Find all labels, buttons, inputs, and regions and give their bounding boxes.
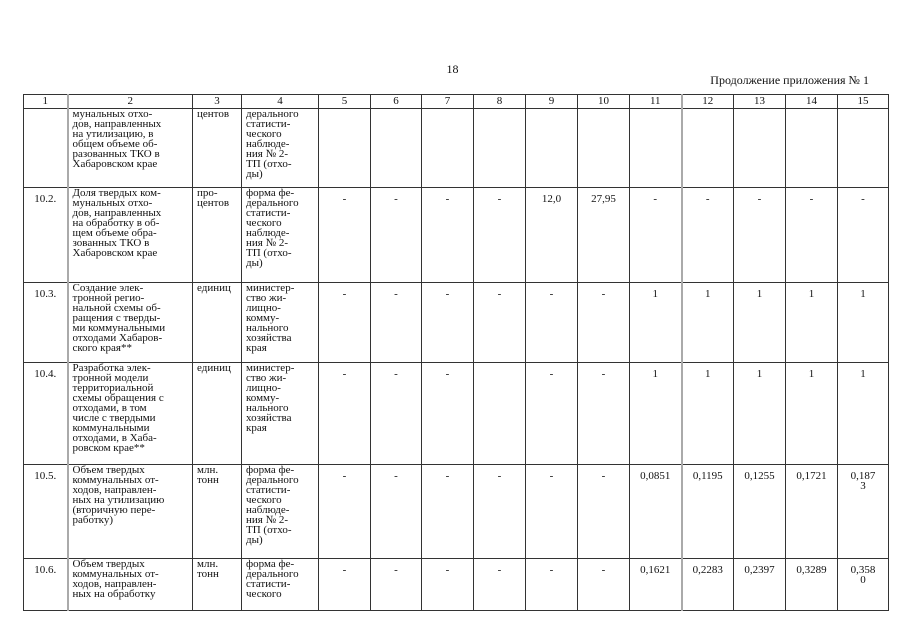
value-cell: - bbox=[578, 559, 630, 611]
value-cell: - bbox=[371, 465, 422, 559]
source-cell: дерального статисти- ческого наблюде- ния № 2- ТП (отхо- ды) bbox=[242, 109, 319, 188]
source-cell: форма фе- дерального статисти- ческого наблюде- ния № 2- ТП (отхо- ды) bbox=[242, 188, 319, 283]
column-header: 15 bbox=[838, 95, 889, 109]
column-header: 9 bbox=[526, 95, 578, 109]
column-header: 4 bbox=[242, 95, 319, 109]
value-cell: - bbox=[630, 188, 682, 283]
value-cell: - bbox=[422, 559, 474, 611]
value-cell: - bbox=[474, 465, 526, 559]
row-number-cell: 10.5. bbox=[24, 465, 68, 559]
unit-cell: единиц bbox=[193, 283, 242, 363]
value-cell: - bbox=[422, 465, 474, 559]
value-cell: - bbox=[786, 188, 838, 283]
value-cell: - bbox=[526, 559, 578, 611]
value-cell: 0,0851 bbox=[630, 465, 682, 559]
value-cell: - bbox=[319, 363, 371, 465]
value-cell bbox=[526, 109, 578, 188]
value-cell: 1 bbox=[838, 283, 889, 363]
value-cell bbox=[474, 109, 526, 188]
column-header: 3 bbox=[193, 95, 242, 109]
value-cell: 0,2397 bbox=[734, 559, 786, 611]
value-cell: 1 bbox=[734, 363, 786, 465]
value-cell bbox=[474, 363, 526, 465]
column-header: 7 bbox=[422, 95, 474, 109]
unit-cell: про- центов bbox=[193, 188, 242, 283]
value-cell: - bbox=[526, 465, 578, 559]
row-number-cell: 10.4. bbox=[24, 363, 68, 465]
value-cell: - bbox=[474, 188, 526, 283]
value-cell: 1 bbox=[786, 363, 838, 465]
value-cell: - bbox=[319, 188, 371, 283]
source-cell: министер- ство жи- лищно- комму- нального хозяйства края bbox=[242, 283, 319, 363]
continuation-label: Продолжение приложения № 1 bbox=[710, 73, 869, 87]
value-cell bbox=[786, 109, 838, 188]
indicator-name-cell: Создание элек- тронной регио- нальной схемы об- ращения с тверды- ми коммунальными отходами Хабаров- ского края** bbox=[68, 283, 193, 363]
page-number: 18 bbox=[446, 62, 459, 76]
value-cell: 1 bbox=[630, 283, 682, 363]
value-cell: 0,1721 bbox=[786, 465, 838, 559]
source-cell: форма фе- дерального статисти- ческого bbox=[242, 559, 319, 611]
row-number-cell: 10.6. bbox=[24, 559, 68, 611]
column-header: 12 bbox=[682, 95, 734, 109]
value-cell: 0,3289 bbox=[786, 559, 838, 611]
unit-cell: млн. тонн bbox=[193, 465, 242, 559]
value-cell bbox=[422, 109, 474, 188]
value-cell: - bbox=[371, 363, 422, 465]
value-cell: - bbox=[422, 188, 474, 283]
value-cell: 27,95 bbox=[578, 188, 630, 283]
value-cell bbox=[630, 109, 682, 188]
value-cell: - bbox=[422, 363, 474, 465]
value-cell: - bbox=[371, 283, 422, 363]
value-cell: - bbox=[578, 283, 630, 363]
value-cell: - bbox=[319, 559, 371, 611]
table-row bbox=[24, 188, 889, 283]
table-row bbox=[24, 283, 889, 363]
value-cell: - bbox=[319, 283, 371, 363]
value-cell: 1 bbox=[734, 283, 786, 363]
column-header: 13 bbox=[734, 95, 786, 109]
unit-cell: центов bbox=[193, 109, 242, 188]
indicators-table bbox=[23, 94, 889, 611]
table-row bbox=[24, 465, 889, 559]
value-cell: - bbox=[526, 283, 578, 363]
value-cell: 1 bbox=[682, 363, 734, 465]
indicator-name-cell: Объем твердых коммунальных от- ходов, направлен- ных на обработку bbox=[68, 559, 193, 611]
value-cell: - bbox=[578, 465, 630, 559]
unit-cell: единиц bbox=[193, 363, 242, 465]
table-row bbox=[24, 109, 889, 188]
value-cell: 0,1195 bbox=[682, 465, 734, 559]
column-header: 1 bbox=[24, 95, 68, 109]
value-cell: 0,358 0 bbox=[838, 559, 889, 611]
column-header: 2 bbox=[68, 95, 193, 109]
value-cell bbox=[319, 109, 371, 188]
indicator-name-cell: Доля твердых ком- мунальных отхо- дов, направленных на обработку в об- щем объеме обра- зованных ТКО в Хабаровском крае bbox=[68, 188, 193, 283]
value-cell bbox=[371, 109, 422, 188]
value-cell bbox=[578, 109, 630, 188]
value-cell: - bbox=[734, 188, 786, 283]
value-cell: - bbox=[319, 465, 371, 559]
value-cell: - bbox=[838, 188, 889, 283]
header-row bbox=[24, 95, 889, 109]
value-cell: 1 bbox=[682, 283, 734, 363]
value-cell: - bbox=[474, 559, 526, 611]
value-cell: 0,1255 bbox=[734, 465, 786, 559]
indicator-name-cell: мунальных отхо- дов, направленных на утилизацию, в общем объеме об- разованных ТКО в Хабаровском крае bbox=[68, 109, 193, 188]
column-header: 11 bbox=[630, 95, 682, 109]
value-cell: 0,2283 bbox=[682, 559, 734, 611]
value-cell bbox=[734, 109, 786, 188]
value-cell: - bbox=[422, 283, 474, 363]
value-cell: 1 bbox=[838, 363, 889, 465]
row-number-cell: 10.3. bbox=[24, 283, 68, 363]
value-cell: 0,1621 bbox=[630, 559, 682, 611]
row-number-cell: 10.2. bbox=[24, 188, 68, 283]
value-cell: - bbox=[371, 559, 422, 611]
column-header: 5 bbox=[319, 95, 371, 109]
value-cell: - bbox=[371, 188, 422, 283]
column-header: 10 bbox=[578, 95, 630, 109]
value-cell: 0,187 3 bbox=[838, 465, 889, 559]
indicator-name-cell: Разработка элек- тронной модели территориальной схемы обращения с отходами, в том числе с твердыми коммунальными отходами, в Хаба- ровском крае** bbox=[68, 363, 193, 465]
value-cell bbox=[682, 109, 734, 188]
column-header: 8 bbox=[474, 95, 526, 109]
value-cell: - bbox=[578, 363, 630, 465]
value-cell: - bbox=[682, 188, 734, 283]
table-row bbox=[24, 559, 889, 611]
column-header: 14 bbox=[786, 95, 838, 109]
column-header: 6 bbox=[371, 95, 422, 109]
value-cell: 1 bbox=[786, 283, 838, 363]
unit-cell: млн. тонн bbox=[193, 559, 242, 611]
value-cell: - bbox=[474, 283, 526, 363]
indicator-name-cell: Объем твердых коммунальных от- ходов, направлен- ных на утилизацию (вторичную пере- работку) bbox=[68, 465, 193, 559]
source-cell: форма фе- дерального статисти- ческого наблюде- ния № 2- ТП (отхо- ды) bbox=[242, 465, 319, 559]
table-row bbox=[24, 363, 889, 465]
value-cell: 1 bbox=[630, 363, 682, 465]
row-number-cell bbox=[24, 109, 68, 188]
source-cell: министер- ство жи- лищно- комму- нального хозяйства края bbox=[242, 363, 319, 465]
value-cell bbox=[838, 109, 889, 188]
value-cell: - bbox=[526, 363, 578, 465]
value-cell: 12,0 bbox=[526, 188, 578, 283]
